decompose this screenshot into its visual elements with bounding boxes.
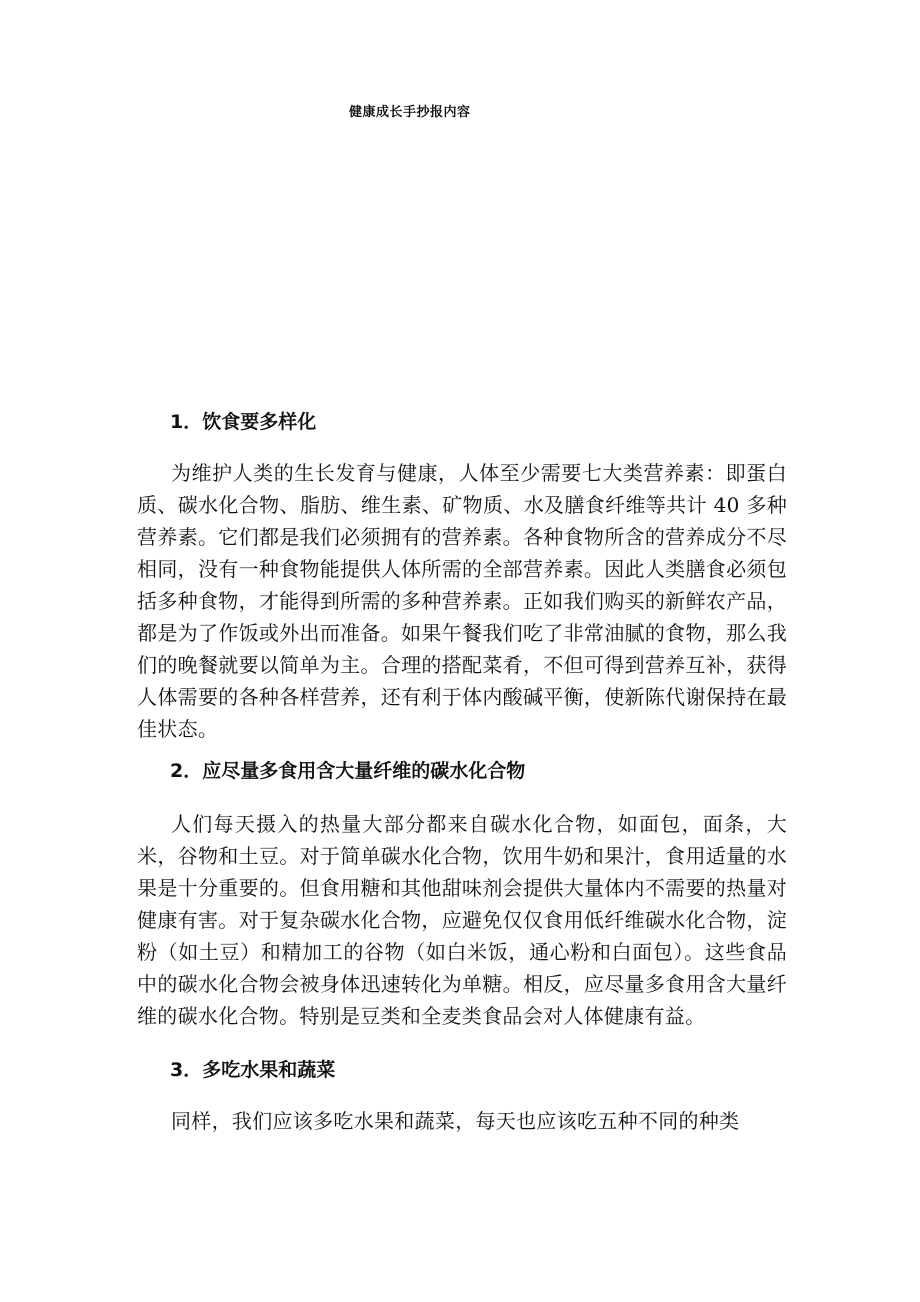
- section-paragraph-fruits-vegetables: 同样，我们应该多吃水果和蔬菜，每天也应该吃五种不同的种类: [171, 1109, 740, 1133]
- section-heading-diet-variety: 1．饮食要多样化: [170, 411, 317, 433]
- section-heading-fiber-carbs: 2．应尽量多食用含大量纤维的碳水化合物: [170, 760, 526, 782]
- document-title: 健康成长手抄报内容: [349, 105, 471, 120]
- section-paragraph-diet-variety: 为维护人类的生长发育与健康，人体至少需要七大类营养素：即蛋白质、碳水化合物、脂肪、维生素、矿物质、水及膳食纤维等共计 40 多种营养素。它们都是我们必须拥有的营养素。各种食物所含的营养成分不尽相同，没有一种食物能提供人体所需的全部营养素。因此人类膳食必须包括多种食物，才能得到所需的多种营养素。正如我们购买的新鲜农产品，都是为了作饭或外出而准备。如果午餐我们吃了非常油腻的食物，那么我们的晚餐就要以简单为主。合理的搭配菜肴，不但可得到营养互补，获得人体需要的各种各样营养，还有利于体内酸碱平衡，使新陈代谢保持在最佳状态。: [137, 461, 787, 741]
- document-body: [137, 406, 787, 1137]
- section-heading-fruits-vegetables: 3．多吃水果和蔬菜: [170, 1059, 336, 1081]
- section-paragraph-fiber-carbs: 人们每天摄入的热量大部分都来自碳水化合物，如面包，面条，大米，谷物和土豆。对于简单碳水化合物，饮用牛奶和果汁，食用适量的水果是十分重要的。但食用糖和其他甜味剂会提供大量体内不需要的热量对健康有害。对于复杂碳水化合物，应避免仅仅食用低纤维碳水化合物，淀粉（如土豆）和精加工的谷物（如白米饭，通心粉和白面包）。这些食品中的碳水化合物会被身体迅速转化为单糖。相反，应尽量多食用含大量纤维的碳水化合物。特别是豆类和全麦类食品会对人体健康有益。: [137, 812, 787, 1028]
